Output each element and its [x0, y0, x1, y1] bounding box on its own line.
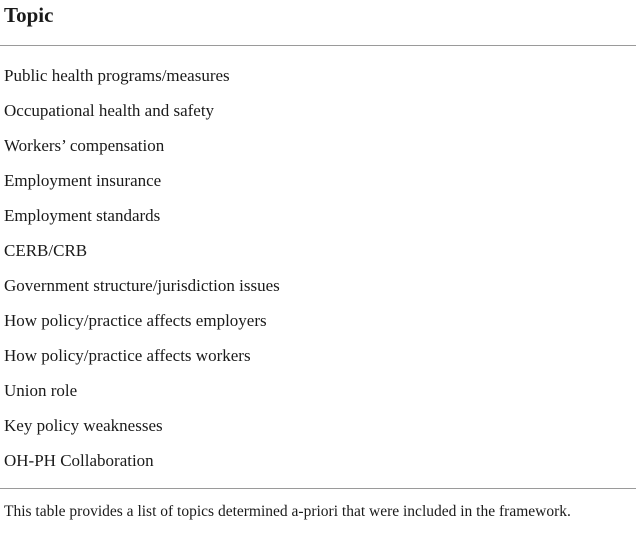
table-row: OH-PH Collaboration	[4, 451, 154, 470]
table-row: CERB/CRB	[4, 241, 88, 260]
table-row: Union role	[4, 381, 78, 400]
table-row: Workers’ compensation	[4, 136, 165, 155]
column-header-topic: Topic	[4, 3, 54, 27]
table-row: Occupational health and safety	[4, 101, 215, 120]
topic-list	[4, 58, 634, 478]
table-row: Key policy weaknesses	[4, 416, 163, 435]
table-row: Government structure/jurisdiction issues	[4, 276, 280, 295]
table-row: Employment insurance	[4, 171, 162, 190]
table-row: How policy/practice affects workers	[4, 346, 251, 365]
header-divider	[0, 45, 636, 46]
table-row: Public health programs/measures	[4, 66, 230, 85]
table-footnote: This table provides a list of topics determined a-priori that were included in the framework.	[4, 503, 571, 520]
table-row: How policy/practice affects employers	[4, 311, 267, 330]
table-row: Employment standards	[4, 206, 161, 225]
footer-divider	[0, 488, 636, 489]
